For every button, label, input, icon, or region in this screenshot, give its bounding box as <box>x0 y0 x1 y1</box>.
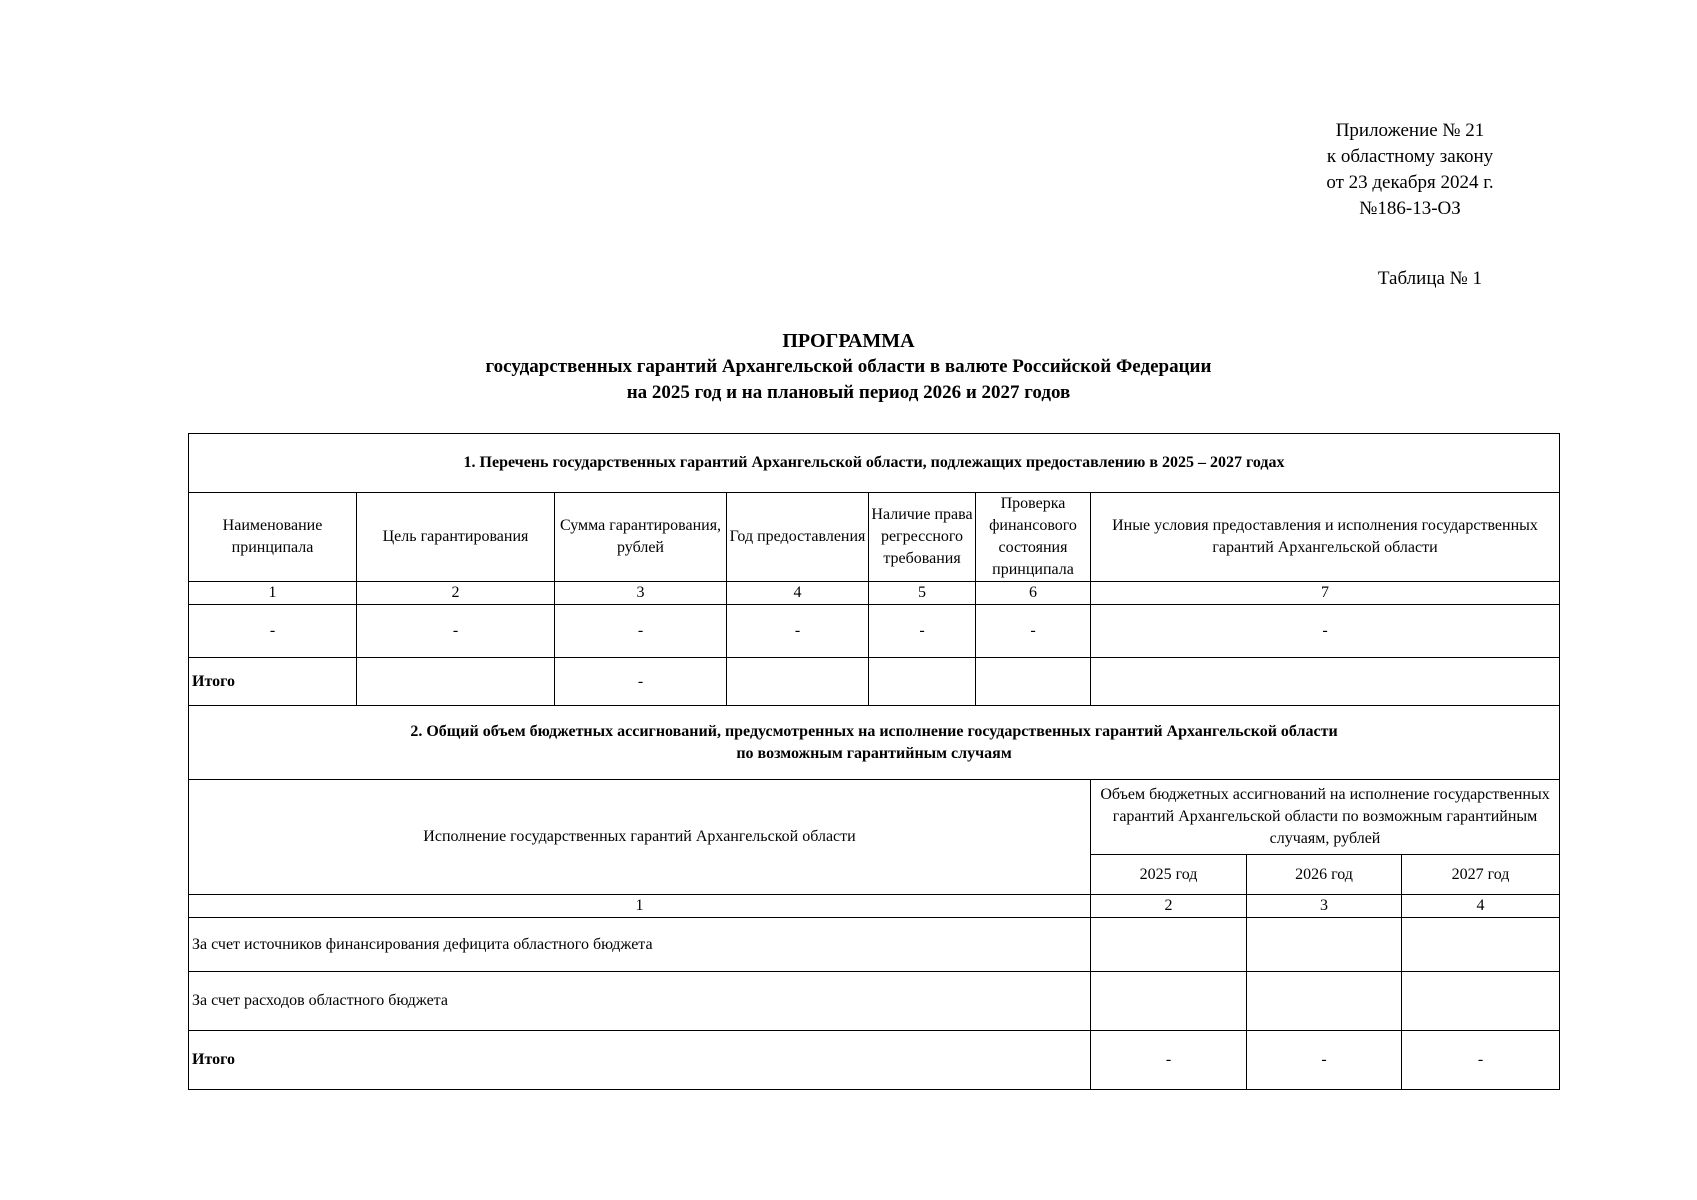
row-label: За счет расходов областного бюджета <box>189 972 1091 1031</box>
table-cell: - <box>727 605 869 658</box>
section2-heading-line: 2. Общий объем бюджетных ассигнований, предусмотренных на исполнение государственных гарантий Архангельской области <box>410 722 1338 740</box>
table-cell <box>1091 918 1247 972</box>
column-header: Наличие права регрессного требования <box>869 493 976 582</box>
table-cell <box>1247 972 1402 1031</box>
column-number: 3 <box>1247 895 1402 918</box>
column-number: 3 <box>555 582 727 605</box>
table-cell <box>1402 972 1560 1031</box>
year-header: 2025 год <box>1091 855 1247 895</box>
table-cell: - <box>189 605 357 658</box>
table-cell: - <box>357 605 555 658</box>
table-cell <box>976 658 1091 706</box>
annex-reference <box>1290 118 1530 222</box>
column-header: Сумма гарантирования, рублей <box>555 493 727 582</box>
section1-heading: 1. Перечень государственных гарантий Архангельской области, подлежащих предоставлению в 2025 – 2027 годах <box>189 434 1560 493</box>
row-label: За счет источников финансирования дефицита областного бюджета <box>189 918 1091 972</box>
table-cell <box>1091 972 1247 1031</box>
column-header: Цель гарантирования <box>357 493 555 582</box>
year-header: 2027 год <box>1402 855 1560 895</box>
annex-line: от 23 декабря 2024 г. <box>1326 172 1494 193</box>
title-line: на 2025 год и на плановый период 2026 и 2027 годов <box>626 382 1071 403</box>
total-label: Итого <box>189 1031 1091 1090</box>
column-header: Иные условия предоставления и исполнения государственных гарантий Архангельской области <box>1091 493 1560 582</box>
annex-line: №186-13-ОЗ <box>1359 198 1461 219</box>
table-cell: - <box>976 605 1091 658</box>
column-header: Год предоставления <box>727 493 869 582</box>
document-title <box>0 328 1697 406</box>
title-line: государственных гарантий Архангельской области в валюте Российской Федерации <box>485 356 1212 377</box>
volume-header: Объем бюджетных ассигнований на исполнение государственных гарантий Архангельской области по возможным гарантийным случаям, рублей <box>1091 780 1560 855</box>
column-number: 4 <box>727 582 869 605</box>
table-cell <box>727 658 869 706</box>
title-line: ПРОГРАММА <box>782 330 915 352</box>
table-cell <box>357 658 555 706</box>
table-row <box>189 918 1560 972</box>
table-cell: - <box>1091 605 1560 658</box>
total-amount: - <box>555 658 727 706</box>
table-row <box>189 972 1560 1031</box>
column-number: 2 <box>1091 895 1247 918</box>
table-cell <box>1402 918 1560 972</box>
section2-heading-line: по возможным гарантийным случаям <box>736 744 1012 762</box>
table-cell: - <box>555 605 727 658</box>
column-number: 5 <box>869 582 976 605</box>
column-number: 4 <box>1402 895 1560 918</box>
total-row <box>189 1031 1560 1090</box>
annex-line: к областному закону <box>1326 146 1494 167</box>
total-value: - <box>1247 1031 1402 1090</box>
guarantees-table <box>188 433 1560 1090</box>
column-number: 6 <box>976 582 1091 605</box>
column-header: Проверка финансового состояния принципала <box>976 493 1091 582</box>
column-number: 1 <box>189 582 357 605</box>
table-row <box>189 605 1560 658</box>
table-cell <box>869 658 976 706</box>
table-cell: - <box>869 605 976 658</box>
total-value: - <box>1402 1031 1560 1090</box>
column-number: 2 <box>357 582 555 605</box>
annex-line: Приложение № 21 <box>1335 120 1485 141</box>
column-header: Наименование принципала <box>189 493 357 582</box>
column-number: 1 <box>189 895 1091 918</box>
section2-heading <box>189 706 1560 780</box>
total-label: Итого <box>189 658 357 706</box>
column-number: 7 <box>1091 582 1560 605</box>
execution-header: Исполнение государственных гарантий Архангельской области <box>189 780 1091 895</box>
table-cell <box>1247 918 1402 972</box>
table-number: Таблица № 1 <box>1377 268 1483 289</box>
total-value: - <box>1091 1031 1247 1090</box>
total-row <box>189 658 1560 706</box>
year-header: 2026 год <box>1247 855 1402 895</box>
table-cell <box>1091 658 1560 706</box>
